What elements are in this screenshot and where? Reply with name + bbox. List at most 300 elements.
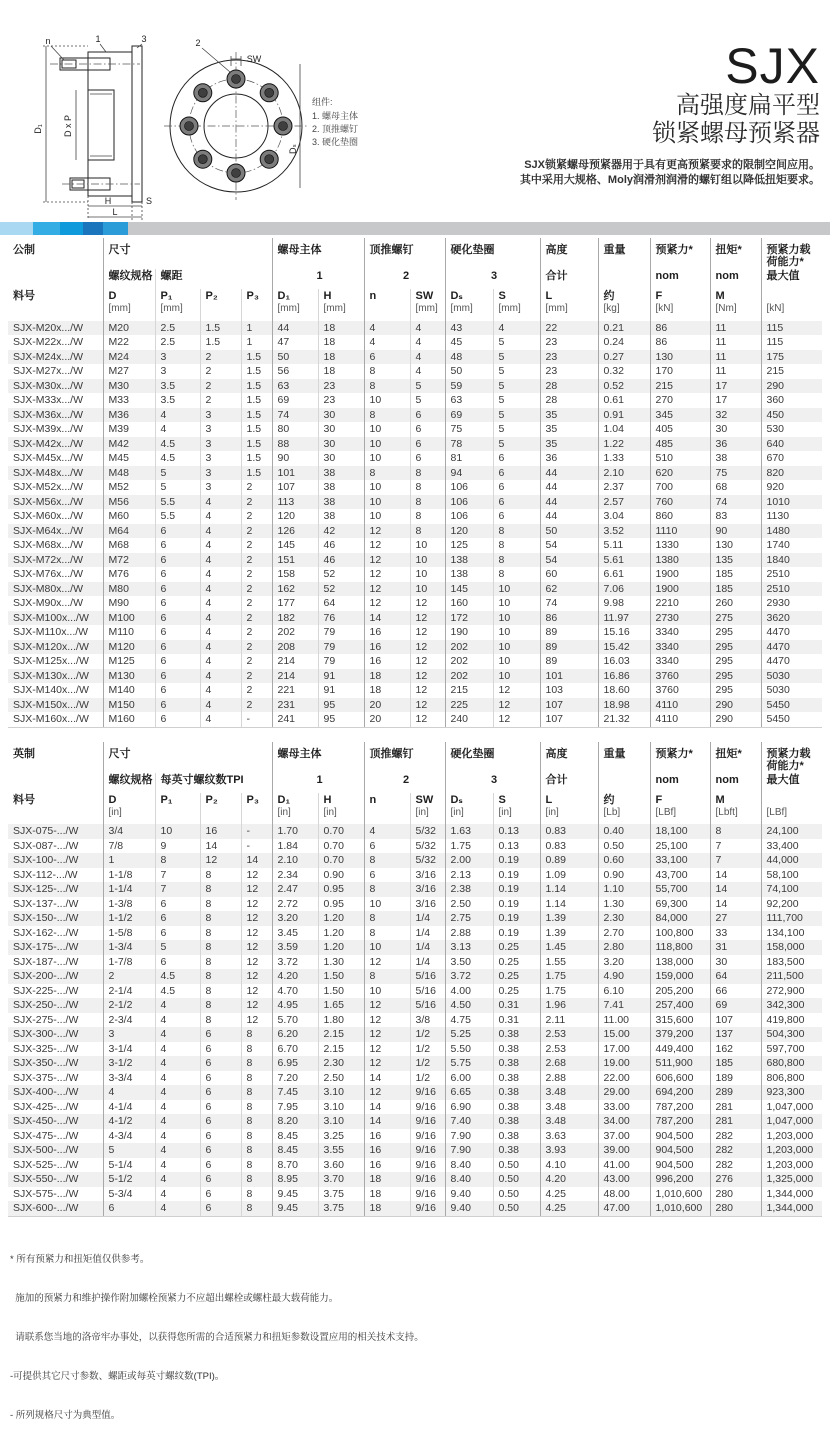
sub-header-row	[8, 269, 822, 289]
sub-thread-spec: 螺纹规格	[103, 773, 155, 793]
value-cell: 12	[364, 1013, 410, 1028]
value-cell: 30	[710, 422, 761, 437]
value-cell: 270	[650, 393, 710, 408]
value-cell: 11	[710, 321, 761, 336]
value-cell: 3-1/2	[103, 1056, 155, 1071]
value-cell: 106	[445, 480, 493, 495]
value-cell: 2.5	[155, 321, 200, 336]
value-cell: 30	[318, 422, 364, 437]
value-cell: 0.25	[493, 940, 540, 955]
value-cell: 8	[364, 408, 410, 423]
value-cell: 130	[650, 350, 710, 365]
value-cell: 3	[200, 466, 241, 481]
value-cell: 8	[200, 897, 241, 912]
value-cell: 6.90	[445, 1100, 493, 1115]
value-cell: 12	[364, 553, 410, 568]
part-number-cell: SJX-M76x.../W	[13, 568, 84, 580]
value-cell: 0.19	[493, 897, 540, 912]
value-cell: 295	[710, 654, 761, 669]
group-torque: 扭矩*	[710, 238, 761, 269]
table-row	[8, 712, 822, 727]
value-cell: 6	[155, 926, 200, 941]
product-subtitle: 锁紧螺母预紧器	[652, 120, 820, 147]
value-cell: 8	[364, 379, 410, 394]
value-cell: 345	[650, 408, 710, 423]
value-cell: 787,200	[650, 1100, 710, 1115]
table-row	[8, 839, 822, 854]
value-cell: 1/4	[410, 926, 445, 941]
value-cell: 3.60	[318, 1158, 364, 1173]
value-cell: 2.68	[540, 1056, 598, 1071]
value-cell: 694,200	[650, 1085, 710, 1100]
part-number-cell: SJX-M72x.../W	[13, 553, 84, 566]
part-number-cell: SJX-375-.../W	[13, 1071, 79, 1084]
stripe-segment	[60, 222, 83, 235]
table-row	[8, 1085, 822, 1100]
value-cell: 12	[410, 683, 445, 698]
part-number-cell: SJX-250-.../W	[13, 999, 79, 1011]
part-number-cell: SJX-187-.../W	[13, 955, 79, 968]
part-number-cell: SJX-M100x.../W	[13, 611, 89, 624]
value-cell: 282	[710, 1143, 761, 1158]
value-cell: 4	[200, 596, 241, 611]
value-cell: 162	[710, 1042, 761, 1057]
part-number-cell: SJX-M90x.../W	[13, 597, 84, 609]
value-cell: 6.95	[272, 1056, 318, 1071]
value-cell: -	[241, 712, 272, 727]
table-row	[8, 408, 822, 423]
value-cell: 2.80	[598, 940, 650, 955]
part-number-cell: SJX-162-.../W	[13, 926, 79, 939]
value-cell: 2	[241, 596, 272, 611]
value-cell: 0.38	[493, 1056, 540, 1071]
value-cell: 5.5	[155, 495, 200, 510]
sub-max: 最大值	[761, 773, 822, 793]
value-cell: 4.90	[598, 969, 650, 984]
value-cell: 4470	[761, 654, 822, 669]
value-cell: 8	[493, 567, 540, 582]
dim-label-s: S	[145, 196, 153, 206]
value-cell: 0.60	[598, 853, 650, 868]
value-cell: 8	[241, 1129, 272, 1144]
value-cell: 0.24	[598, 335, 650, 350]
value-cell: M30	[103, 379, 155, 394]
value-cell: M110	[103, 625, 155, 640]
value-cell: 4	[200, 567, 241, 582]
value-cell: 44	[272, 321, 318, 336]
group-size: 尺寸	[103, 742, 272, 773]
part-number-cell: SJX-500-.../W	[13, 1144, 79, 1156]
value-cell: 33	[710, 926, 761, 941]
value-cell: 4	[155, 998, 200, 1013]
column-header: [kN]	[761, 289, 822, 321]
table-row	[8, 969, 822, 984]
value-cell: 126	[272, 524, 318, 539]
value-cell: 4	[155, 1172, 200, 1187]
value-cell: 2.30	[318, 1056, 364, 1071]
value-cell: 281	[710, 1100, 761, 1115]
value-cell: 6	[155, 640, 200, 655]
table-row	[8, 625, 822, 640]
column-header: S [mm]	[493, 289, 540, 321]
value-cell: 8	[200, 911, 241, 926]
sub-item-1: 1	[272, 773, 364, 793]
value-cell: 8	[241, 1187, 272, 1202]
group-torque: 扭矩*	[710, 742, 761, 773]
value-cell: 1480	[761, 524, 822, 539]
value-cell: 1-3/4	[103, 940, 155, 955]
value-cell: 10	[493, 654, 540, 669]
footnote-line: * 所有预紧力和扭矩值仅供参考。	[10, 1253, 150, 1265]
value-cell: 79	[318, 640, 364, 655]
legend-item: 3. 硬化垫圈	[312, 137, 359, 147]
table-row	[8, 1100, 822, 1115]
value-cell: 3.20	[272, 911, 318, 926]
value-cell: 69	[272, 393, 318, 408]
value-cell: 1,325,000	[761, 1172, 822, 1187]
value-cell: 379,200	[650, 1027, 710, 1042]
value-cell: M64	[103, 524, 155, 539]
part-number-cell: SJX-M120x.../W	[13, 640, 89, 653]
value-cell: 290	[710, 712, 761, 727]
value-cell: 9/16	[410, 1143, 445, 1158]
column-header: SW [mm]	[410, 289, 445, 321]
value-cell: 2.70	[598, 926, 650, 941]
value-cell: 74,100	[761, 882, 822, 897]
value-cell: 64	[710, 969, 761, 984]
value-cell: 419,800	[761, 1013, 822, 1028]
value-cell: 3.48	[540, 1114, 598, 1129]
value-cell: 36	[540, 451, 598, 466]
group-jack-screws: 顶推螺钉	[364, 742, 445, 773]
value-cell: 1,344,000	[761, 1187, 822, 1202]
value-cell: 2	[241, 480, 272, 495]
value-cell: 2730	[650, 611, 710, 626]
value-cell: 4-1/4	[103, 1100, 155, 1115]
value-cell: 820	[761, 466, 822, 481]
column-header: M [Lbft]	[710, 793, 761, 825]
value-cell: 0.50	[493, 1158, 540, 1173]
value-cell: 38	[318, 495, 364, 510]
value-cell: 74	[540, 596, 598, 611]
value-cell: 405	[650, 422, 710, 437]
value-cell: M22	[103, 335, 155, 350]
value-cell: 18	[364, 1201, 410, 1216]
value-cell: 69	[445, 408, 493, 423]
value-cell: 904,500	[650, 1129, 710, 1144]
value-cell: M52	[103, 480, 155, 495]
value-cell: 83	[710, 509, 761, 524]
value-cell: 2510	[761, 582, 822, 597]
value-cell: 60	[540, 567, 598, 582]
footnote-line: 请联系您当地的洛帝牢办事处，以获得您所需的合适预紧力和扭矩参数设置应用的相关技术支持。	[10, 1331, 424, 1343]
value-cell: 6	[155, 669, 200, 684]
value-cell: 3.72	[272, 955, 318, 970]
value-cell: 5030	[761, 669, 822, 684]
part-number-cell: SJX-M39x.../W	[13, 423, 84, 435]
value-cell: 30	[318, 451, 364, 466]
value-cell: 66	[710, 984, 761, 999]
value-cell: 8	[364, 364, 410, 379]
value-cell: 2.13	[445, 868, 493, 883]
value-cell: 8	[410, 509, 445, 524]
sub-nom: nom	[650, 773, 710, 793]
value-cell: 3760	[650, 669, 710, 684]
value-cell: 3/4	[103, 824, 155, 839]
value-cell: 12	[364, 955, 410, 970]
value-cell: 4.20	[540, 1172, 598, 1187]
value-cell: 2.53	[540, 1042, 598, 1057]
part-number-cell: SJX-M140x.../W	[13, 684, 89, 696]
value-cell: 10	[364, 940, 410, 955]
part-number-cell: SJX-400-.../W	[13, 1086, 79, 1098]
accent-stripe	[0, 222, 830, 235]
group-jack-screws: 顶推螺钉	[364, 238, 445, 269]
part-number-cell: SJX-M24x.../W	[13, 350, 84, 363]
value-cell: 6.10	[598, 984, 650, 999]
value-cell: 9/16	[410, 1129, 445, 1144]
value-cell: 89	[540, 654, 598, 669]
value-cell: 16.03	[598, 654, 650, 669]
value-cell: 16.86	[598, 669, 650, 684]
value-cell: 5	[493, 335, 540, 350]
value-cell: 125	[445, 538, 493, 553]
value-cell: 7.06	[598, 582, 650, 597]
value-cell: 597,700	[761, 1042, 822, 1057]
table-row	[8, 495, 822, 510]
value-cell: M27	[103, 364, 155, 379]
value-cell: 6	[155, 567, 200, 582]
group-header-row	[8, 238, 822, 269]
value-cell: 1900	[650, 567, 710, 582]
value-cell: 1.5	[241, 350, 272, 365]
value-cell: 1-1/8	[103, 868, 155, 883]
value-cell: 12	[241, 868, 272, 883]
sub-pitch: 螺距	[155, 269, 272, 289]
value-cell: 3.93	[540, 1143, 598, 1158]
value-cell: 0.13	[493, 824, 540, 839]
value-cell: 1.39	[540, 926, 598, 941]
value-cell: 23	[540, 364, 598, 379]
value-cell: 4	[200, 683, 241, 698]
value-cell: 80	[272, 422, 318, 437]
value-cell: 5-3/4	[103, 1187, 155, 1202]
value-cell: 3/16	[410, 897, 445, 912]
value-cell: 18	[364, 669, 410, 684]
column-header-row	[8, 289, 822, 321]
sub-max: 最大值	[761, 269, 822, 289]
value-cell: 120	[445, 524, 493, 539]
value-cell: 162	[272, 582, 318, 597]
value-cell: 787,200	[650, 1114, 710, 1129]
value-cell: 1.5	[241, 466, 272, 481]
part-number-cell: SJX-M27x.../W	[13, 365, 84, 377]
value-cell: 202	[445, 640, 493, 655]
value-cell: 43,700	[650, 868, 710, 883]
value-cell: 10	[364, 437, 410, 452]
stripe-segment	[33, 222, 60, 235]
value-cell: 1.22	[598, 437, 650, 452]
value-cell: 63	[445, 393, 493, 408]
value-cell: 2.15	[318, 1027, 364, 1042]
value-cell: 214	[272, 654, 318, 669]
part-number-cell: SJX-425-.../W	[13, 1100, 79, 1113]
callout-3: 3	[141, 34, 147, 44]
part-number-cell: SJX-M36x.../W	[13, 408, 84, 421]
table-row	[8, 1172, 822, 1187]
value-cell: 4-3/4	[103, 1129, 155, 1144]
value-cell: 6	[493, 480, 540, 495]
table-row	[8, 480, 822, 495]
value-cell: 2	[241, 683, 272, 698]
value-cell: M60	[103, 509, 155, 524]
value-cell: 2	[241, 509, 272, 524]
value-cell: 1/4	[410, 940, 445, 955]
value-cell: 35	[540, 422, 598, 437]
table-row	[8, 853, 822, 868]
value-cell: 6	[200, 1100, 241, 1115]
value-cell: M90	[103, 596, 155, 611]
value-cell: 1110	[650, 524, 710, 539]
value-cell: M160	[103, 712, 155, 727]
value-cell: 10	[364, 495, 410, 510]
value-cell: 1.75	[540, 984, 598, 999]
value-cell: 8	[241, 1158, 272, 1173]
callout-1: 1	[95, 34, 101, 44]
value-cell: 8	[241, 1114, 272, 1129]
value-cell: M20	[103, 321, 155, 336]
part-number-cell: SJX-450-.../W	[13, 1115, 79, 1127]
value-cell: 5/32	[410, 824, 445, 839]
value-cell: 50	[272, 350, 318, 365]
value-cell: 0.40	[598, 824, 650, 839]
table-row	[8, 1042, 822, 1057]
value-cell: 44	[540, 480, 598, 495]
value-cell: 1.5	[200, 335, 241, 350]
value-cell: 4	[103, 1085, 155, 1100]
value-cell: 46	[318, 538, 364, 553]
group-height: 高度	[540, 742, 598, 773]
sub-thread-spec: 螺纹规格	[103, 269, 155, 289]
value-cell: 86	[540, 611, 598, 626]
value-cell: 69,300	[650, 897, 710, 912]
value-cell: 5.75	[445, 1056, 493, 1071]
value-cell: 1,203,000	[761, 1158, 822, 1173]
value-cell: 5450	[761, 698, 822, 713]
value-cell: 2.75	[445, 911, 493, 926]
value-cell: 103	[540, 683, 598, 698]
value-cell: 860	[650, 509, 710, 524]
value-cell: 8	[241, 1085, 272, 1100]
table-row	[8, 669, 822, 684]
value-cell: 6	[364, 868, 410, 883]
value-cell: 151	[272, 553, 318, 568]
value-cell: 606,600	[650, 1071, 710, 1086]
table-row	[8, 567, 822, 582]
value-cell: 2210	[650, 596, 710, 611]
value-cell: 12	[364, 1085, 410, 1100]
value-cell: 1/4	[410, 911, 445, 926]
value-cell: 50	[540, 524, 598, 539]
value-cell: 2-1/2	[103, 998, 155, 1013]
value-cell: 6	[410, 422, 445, 437]
value-cell: 6.70	[272, 1042, 318, 1057]
value-cell: 4	[200, 712, 241, 727]
value-cell: 511,900	[650, 1056, 710, 1071]
value-cell: 101	[540, 669, 598, 684]
value-cell: 241	[272, 712, 318, 727]
sub-nom: nom	[710, 773, 761, 793]
table-row	[8, 1187, 822, 1202]
value-cell: 2	[200, 350, 241, 365]
value-cell: 14	[710, 882, 761, 897]
part-number-cell: SJX-150-.../W	[13, 912, 79, 924]
value-cell: 315,600	[650, 1013, 710, 1028]
value-cell: 4	[200, 553, 241, 568]
table-row	[8, 984, 822, 999]
column-header: D [in]	[103, 793, 155, 825]
value-cell: 120	[272, 509, 318, 524]
value-cell: 94	[445, 466, 493, 481]
value-cell: 39.00	[598, 1143, 650, 1158]
value-cell: 106	[445, 509, 493, 524]
value-cell: 23	[318, 379, 364, 394]
table-row	[8, 379, 822, 394]
table-row	[8, 451, 822, 466]
value-cell: 0.31	[493, 998, 540, 1013]
table-row	[8, 868, 822, 883]
value-cell: 1/4	[410, 955, 445, 970]
part-number-cell: SJX-M48x.../W	[13, 466, 84, 479]
footnote-line: -可提供其它尺寸参数、螺距或每英寸螺纹数(TPI)。	[10, 1370, 225, 1382]
value-cell: 12	[364, 524, 410, 539]
value-cell: 12	[364, 596, 410, 611]
value-cell: 18	[364, 1172, 410, 1187]
part-number-cell: SJX-M160x.../W	[8, 712, 103, 727]
value-cell: 272,900	[761, 984, 822, 999]
value-cell: 14	[200, 839, 241, 854]
sub-total: 合计	[540, 773, 598, 793]
value-cell: 5/16	[410, 998, 445, 1013]
value-cell: 8	[410, 524, 445, 539]
value-cell: 12	[364, 567, 410, 582]
value-cell: 8.40	[445, 1158, 493, 1173]
group-capacity: 预紧力载荷能力*	[761, 742, 822, 773]
value-cell: 6	[155, 698, 200, 713]
value-cell: 8	[241, 1172, 272, 1187]
value-cell: 1,047,000	[761, 1100, 822, 1115]
column-header: 约 [Lb]	[598, 793, 650, 825]
value-cell: 4	[200, 654, 241, 669]
value-cell: 12	[241, 984, 272, 999]
value-cell: 5	[493, 364, 540, 379]
value-cell: 6	[155, 538, 200, 553]
value-cell: 18	[318, 335, 364, 350]
value-cell: 79	[318, 625, 364, 640]
value-cell: 18.60	[598, 683, 650, 698]
value-cell: 806,800	[761, 1071, 822, 1086]
table-row	[8, 1114, 822, 1129]
column-header: S [in]	[493, 793, 540, 825]
table-row	[8, 654, 822, 669]
value-cell: 215	[445, 683, 493, 698]
value-cell: 4.5	[155, 451, 200, 466]
table-row	[8, 611, 822, 626]
value-cell: 221	[272, 683, 318, 698]
value-cell: 225	[445, 698, 493, 713]
value-cell: 3.13	[445, 940, 493, 955]
value-cell: 450	[761, 408, 822, 423]
